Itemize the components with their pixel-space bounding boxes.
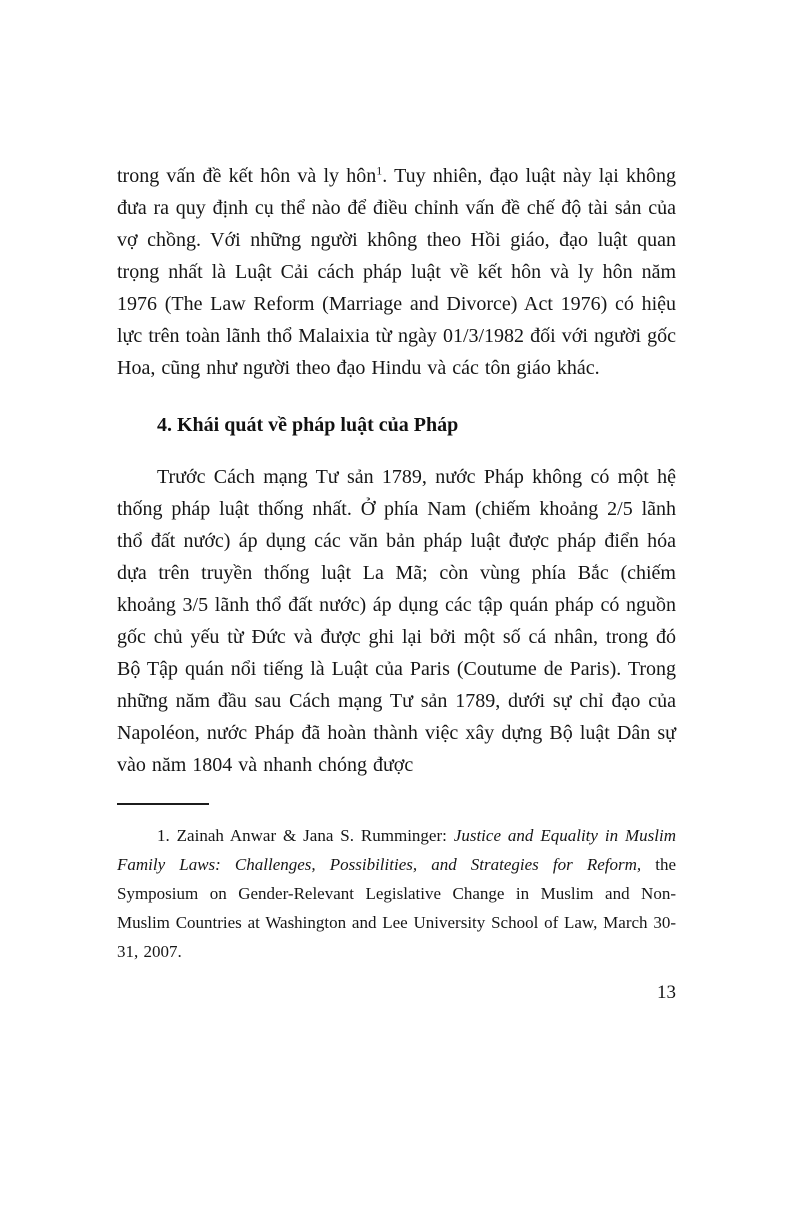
page-number: 13: [657, 982, 676, 1003]
footnote-separator: [117, 803, 209, 805]
footnote-citation-text: the Symposium on Gender-Relevant Legislative Change in Muslim and Non-Muslim Countries at Washington and Lee University School of Law, March 30-31, 2007.: [117, 855, 676, 961]
page-content: [117, 160, 676, 1006]
section-heading: 4. Khái quát về pháp luật của Pháp: [157, 414, 459, 436]
footnote-citation-title: Justice and Equality in Muslim Family Laws: Challenges, Possibilities, and Strategies for Reform,: [117, 826, 676, 874]
paragraph: Trước Cách mạng Tư sản 1789, nước Pháp không có một hệ thống pháp luật thống nhất. Ở phía Nam (chiếm khoảng 2/5 lãnh thổ đất nước) áp dụng các văn bản pháp luật được pháp điển hóa dựa trên truyền thống luật La Mã; còn vùng phía Bắc (chiếm khoảng 3/5 lãnh thổ đất nước) áp dụng các tập quán pháp có nguồn gốc chủ yếu từ Đức và được ghi lại bởi một số cá nhân, trong đó Bộ Tập quán nổi tiếng là Luật của Paris (Coutume de Paris). Trong những năm đầu sau Cách mạng Tư sản 1789, dưới sự chỉ đạo của Napoléon, nước Pháp đã hoàn thành việc xây dựng Bộ luật Dân sự vào năm 1804 và nhanh chóng được: [117, 466, 676, 776]
footnote-citation-text: 1. Zainah Anwar & Jana S. Rumminger:: [157, 826, 454, 845]
paragraph-text: . Tuy nhiên, đạo luật này lại không đưa ra quy định cụ thể nào để điều chỉnh vấn đề chế độ tài sản của vợ chồng. Với những người không theo Hồi giáo, đạo luật quan trọng nhất là Luật Cải cách pháp luật về kết hôn và ly hôn năm 1976 (The Law Reform (Marriage and Divorce) Act 1976) có hiệu lực trên toàn lãnh thổ Malaixia từ ngày 01/3/1982 đối với người gốc Hoa, cũng như người theo đạo Hindu và các tôn giáo khác.: [117, 165, 677, 379]
paragraph-continuation: [117, 160, 676, 384]
footnote-text: [117, 821, 676, 966]
footnote-area: [117, 803, 676, 966]
footnote-reference: 1: [376, 163, 383, 178]
paragraph-text: trong vấn đề kết hôn và ly hôn: [117, 165, 377, 187]
